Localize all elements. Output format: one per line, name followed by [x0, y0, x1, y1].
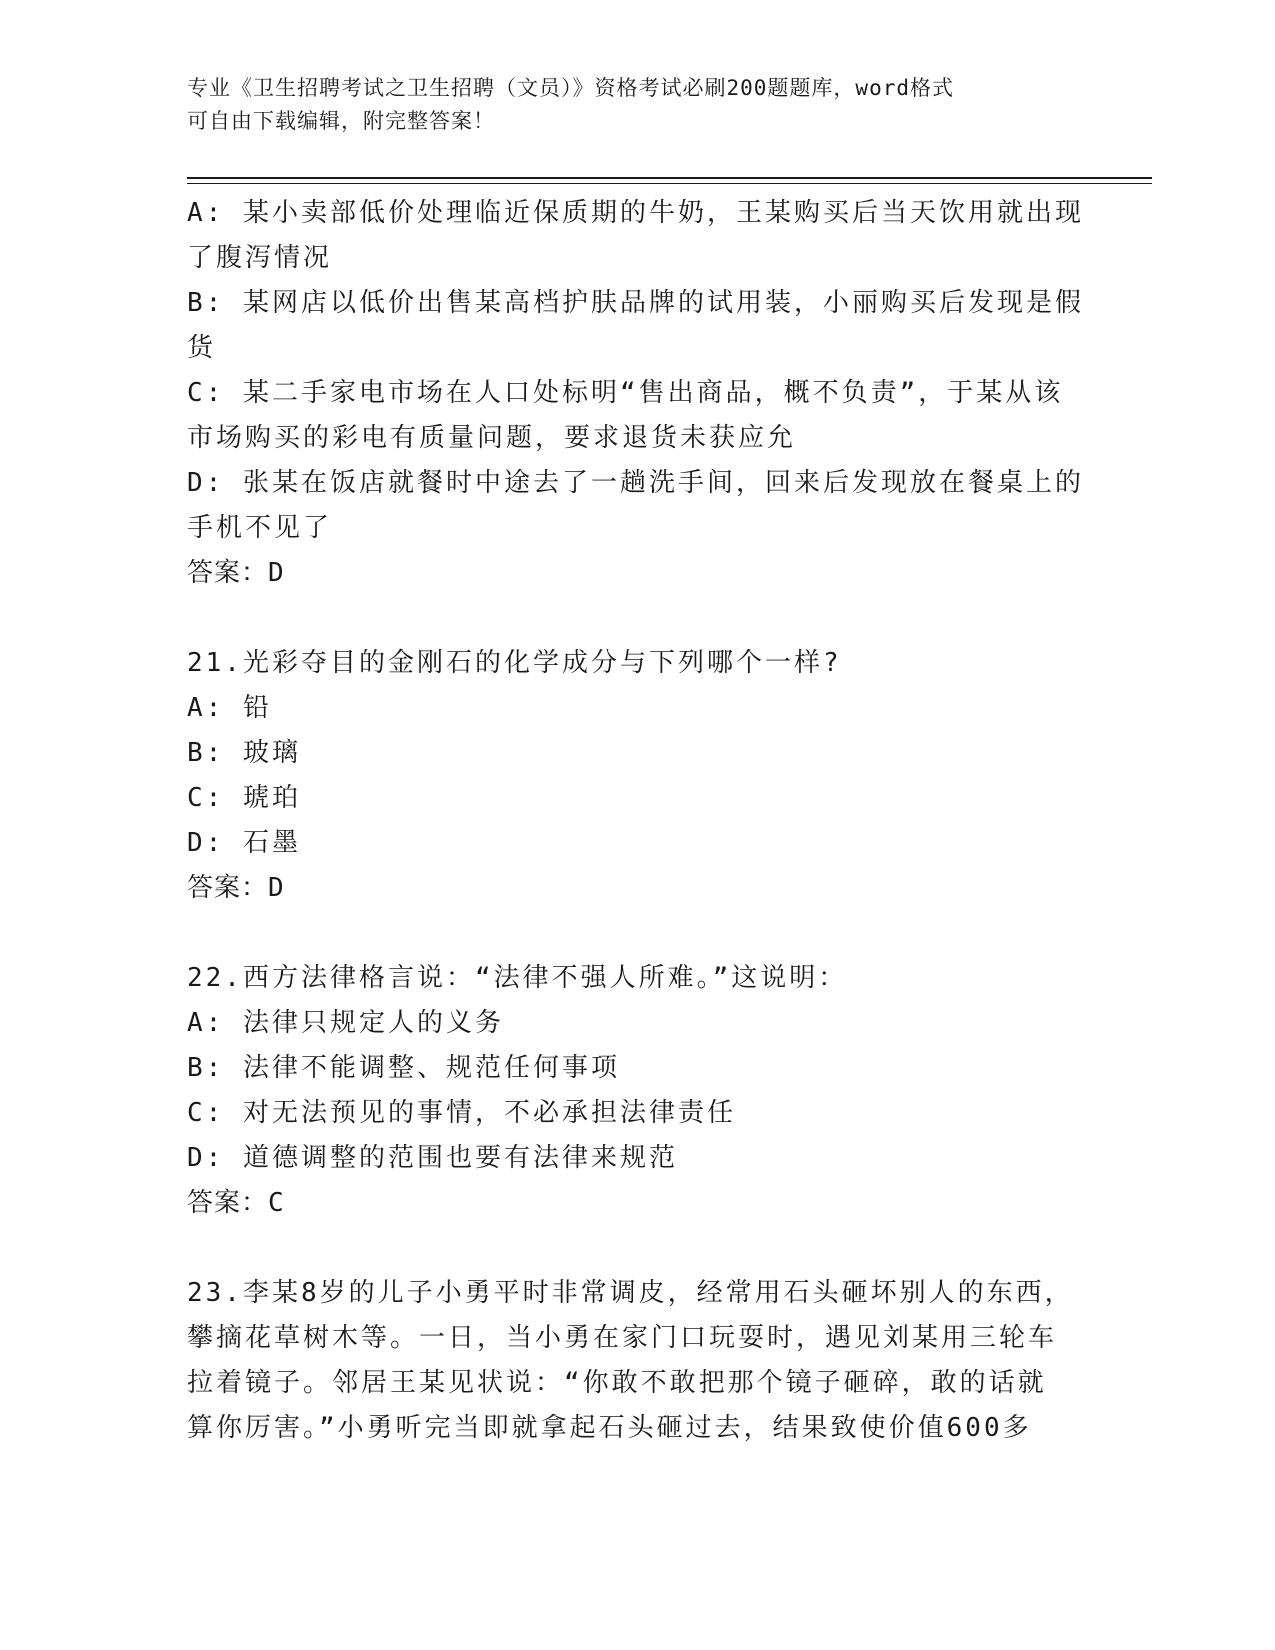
header-title-line-2: 可自由下载编辑，附完整答案！: [187, 109, 495, 133]
header-divider-thin: [187, 183, 1152, 184]
question-stem-line-2: 攀摘花草树木等。一日，当小勇在家门口玩耍时，遇见刘某用三轮车: [187, 1323, 1058, 1353]
question-stem-line-4: 算你厉害。”小勇听完当即就拿起石头砸过去，结果致使价值600多: [187, 1413, 1032, 1443]
question-spacer: [187, 1226, 1067, 1271]
option-c: C: 对无法预见的事情，不必承担法律责任: [187, 1098, 736, 1128]
question-list: [187, 191, 1084, 1451]
question-stem: 21.光彩夺目的金刚石的化学成分与下列哪个一样?: [187, 648, 842, 678]
option-b: B: 法律不能调整、规范任何事项: [187, 1053, 620, 1083]
option-c: C: 琥珀: [187, 783, 301, 813]
question-stem: 22.西方法律格言说：“法律不强人所难。”这说明：: [187, 963, 848, 993]
question-stem-line-1: 23.李某8岁的儿子小勇平时非常调皮，经常用石头砸坏别人的东西，: [187, 1278, 1074, 1308]
option-c-line-2: 市场购买的彩电有质量问题，要求退货未获应允: [187, 423, 797, 453]
option-a-line-1: A: 某小卖部低价处理临近保质期的牛奶，王某购买后当天饮用就出现: [187, 198, 1084, 228]
option-d-line-1: D: 张某在饭店就餐时中途去了一趟洗手间，回来后发现放在餐桌上的: [187, 468, 1084, 498]
option-c-line-1: C: 某二手家电市场在人口处标明“售出商品，概不负责”，于某从该: [187, 378, 1064, 408]
answer-label: 答案：D: [187, 558, 285, 588]
question-stem-line-3: 拉着镜子。邻居王某见状说：“你敢不敢把那个镜子砸碎，敢的话就: [187, 1368, 1047, 1398]
header-title-line-1: 专业《卫生招聘考试之卫生招聘（文员）》资格考试必刷200题题库，word格式: [187, 76, 954, 100]
option-a-line-2: 了腹泻情况: [187, 243, 333, 273]
option-a: A: 法律只规定人的义务: [187, 1008, 504, 1038]
option-b-line-2: 货: [187, 333, 217, 363]
header-divider-thick: [187, 177, 1152, 179]
answer-label: 答案：D: [187, 873, 285, 903]
question-21-block: [187, 641, 1067, 911]
question-spacer: [187, 911, 1067, 956]
option-a: A: 铅: [187, 693, 272, 723]
option-b-line-1: B: 某网店以低价出售某高档护肤品牌的试用装，小丽购买后发现是假: [187, 288, 1084, 318]
question-20-block: [187, 191, 1084, 596]
question-22-block: [187, 956, 1067, 1226]
answer-label: 答案：C: [187, 1188, 285, 1218]
question-23-block: [187, 1271, 1074, 1451]
question-spacer: [187, 596, 1067, 641]
document-header: [187, 72, 1087, 138]
option-d: D: 道德调整的范围也要有法律来规范: [187, 1143, 678, 1173]
option-d-line-2: 手机不见了: [187, 513, 333, 543]
option-b: B: 玻璃: [187, 738, 301, 768]
option-d: D: 石墨: [187, 828, 301, 858]
